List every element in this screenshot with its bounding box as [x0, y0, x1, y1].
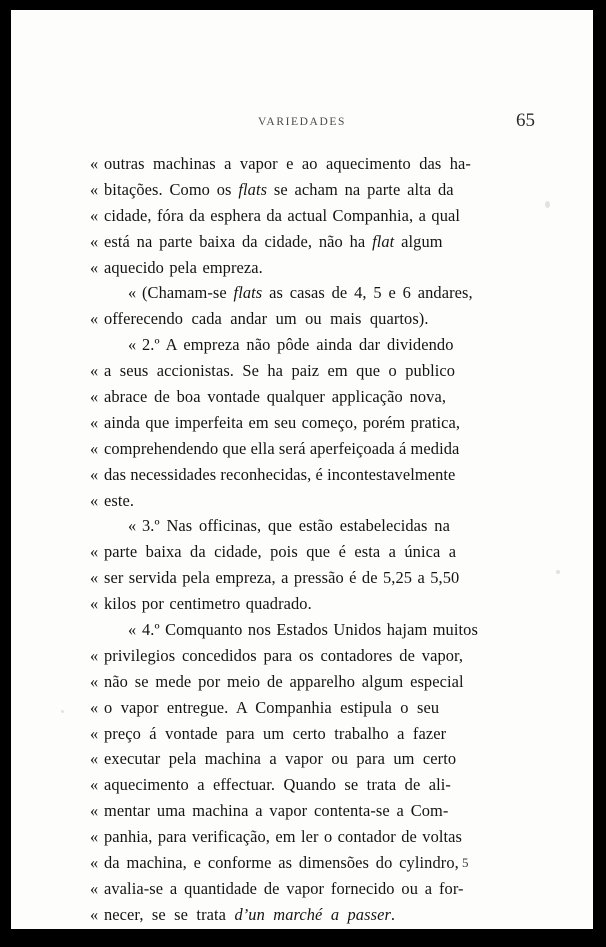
running-head: [11, 110, 593, 142]
text-line: [90, 724, 524, 750]
text-run: aquecimento a effectuar. Quando se trata de ali-: [104, 775, 451, 795]
guillemet-mark: «: [90, 412, 99, 432]
text-run: está na parte baixa da cidade, não ha: [104, 231, 373, 251]
text-run: cidade, fóra da esphera da actual Companhia, a qual: [104, 205, 461, 225]
text-run: as casas de 4, 5 e 6 andares,: [262, 283, 473, 303]
text-run: 2.º A empreza não pôde ainda dar dividendo: [142, 335, 454, 355]
text-run: este.: [104, 490, 135, 510]
text-line: [90, 905, 524, 929]
text-run: preço á vontade para um certo trabalho a fazer: [104, 723, 447, 743]
text-run: offerecendo cada andar um ou mais quartos).: [104, 309, 429, 329]
guillemet-mark: «: [128, 283, 137, 303]
guillemet-mark: «: [90, 645, 99, 665]
gathering-signature-mark: 5: [462, 855, 469, 870]
text-line: [90, 749, 524, 775]
guillemet-mark: «: [90, 594, 99, 614]
text-run: avalia-se a quantidade de vapor fornecido ou a for-: [104, 878, 464, 898]
guillemet-mark: «: [90, 697, 99, 717]
text-run: das necessidades reconhecidas, é incontestavelmente: [104, 464, 456, 484]
text-run: algum: [394, 231, 443, 251]
guillemet-mark: «: [90, 464, 99, 484]
guillemet-mark: «: [128, 620, 137, 640]
page-paper: [11, 10, 593, 929]
text-line: [90, 154, 524, 180]
text-run: outras machinas a vapor e ao aquecimento das ha-: [104, 154, 471, 173]
text-run: necer, se se trata: [104, 904, 235, 924]
guillemet-mark: «: [90, 801, 99, 821]
text-run: abrace de boa vontade qualquer applicação nova,: [104, 387, 447, 407]
text-run: .: [390, 904, 396, 924]
text-line: [90, 387, 524, 413]
guillemet-mark: «: [90, 438, 99, 458]
scan-speck: [61, 710, 64, 713]
guillemet-mark: «: [90, 361, 99, 381]
text-run: kilos por centimetro quadrado.: [104, 594, 312, 614]
guillemet-mark: «: [90, 309, 99, 329]
text-run: não se mede por meio de apparelho algum especial: [104, 671, 464, 691]
text-run: privilegios concedidos para os contadores de vapor,: [104, 645, 464, 665]
text-line: [90, 361, 524, 387]
text-line: [90, 283, 524, 309]
text-line: [90, 491, 524, 517]
text-line: [90, 775, 524, 801]
guillemet-mark: «: [90, 853, 99, 873]
guillemet-mark: «: [90, 827, 99, 847]
guillemet-mark: «: [90, 490, 99, 510]
text-line: [90, 465, 524, 491]
text-run: mentar uma machina a vapor contenta-se a Com-: [104, 801, 449, 821]
italic-phrase: flats: [238, 179, 268, 199]
text-run: panhia, para verificação, em ler o contador de voltas: [104, 827, 463, 847]
guillemet-mark: «: [90, 387, 99, 407]
text-line: [90, 879, 524, 905]
guillemet-mark: «: [90, 154, 99, 173]
text-run: bitações. Como os: [104, 179, 239, 199]
italic-phrase: flat: [372, 231, 395, 251]
text-run: o vapor entregue. A Companhia estipula o seu: [104, 697, 440, 717]
text-line: [90, 309, 524, 335]
text-run: parte baixa da cidade, pois que é esta a única a: [104, 542, 457, 562]
text-line: [90, 620, 524, 646]
text-line: [90, 568, 524, 594]
text-line: [90, 672, 524, 698]
text-run: da machina, e conforme as dimensões do cylindro,: [104, 853, 459, 873]
text-line: [90, 232, 524, 258]
text-line: [90, 827, 524, 853]
text-run: se acham na parte alta da: [267, 179, 454, 199]
scan-speck: [556, 570, 560, 574]
guillemet-mark: «: [128, 335, 137, 355]
guillemet-mark: «: [90, 205, 99, 225]
scan-speck: [545, 201, 550, 208]
text-line: [90, 698, 524, 724]
guillemet-mark: «: [90, 231, 99, 251]
guillemet-mark: «: [90, 257, 99, 277]
guillemet-mark: «: [90, 179, 99, 199]
text-run: (Chamam-se: [142, 283, 234, 303]
italic-phrase: flats: [233, 283, 263, 303]
body-text-block: [90, 154, 524, 929]
text-line: [90, 646, 524, 672]
guillemet-mark: «: [90, 749, 99, 769]
italic-phrase: d’un marché a passer: [234, 904, 391, 924]
text-run: 4.º Comquanto nos Estados Unidos hajam muitos: [142, 620, 478, 640]
running-head-title: VARIEDADES: [258, 116, 346, 128]
text-line: [90, 516, 524, 542]
guillemet-mark: «: [90, 904, 99, 924]
text-line: [90, 413, 524, 439]
text-line: [90, 801, 524, 827]
text-run: 3.º Nas officinas, que estão estabelecidas na: [142, 516, 450, 536]
text-line: [90, 206, 524, 232]
guillemet-mark: «: [90, 723, 99, 743]
guillemet-mark: «: [90, 878, 99, 898]
text-run: a seus accionistas. Se ha paiz em que o publico: [104, 361, 456, 381]
text-run: ainda que imperfeita em seu começo, porém pratica,: [104, 412, 461, 432]
guillemet-mark: «: [90, 542, 99, 562]
guillemet-mark: «: [90, 671, 99, 691]
text-line: [90, 542, 524, 568]
text-line: [90, 439, 524, 465]
guillemet-mark: «: [128, 516, 137, 536]
text-line: [90, 180, 524, 206]
text-run: ser servida pela empreza, a pressão é de 5,25 a 5,50: [104, 568, 460, 588]
text-run: comprehendendo que ella será aperfeiçoada á medida: [104, 438, 460, 458]
page-number: 65: [516, 110, 535, 131]
text-line: [90, 258, 524, 284]
text-run: executar pela machina a vapor ou para um certo: [104, 749, 457, 769]
text-line: [90, 335, 524, 361]
text-line: [90, 853, 524, 879]
guillemet-mark: «: [90, 775, 99, 795]
text-line: [90, 594, 524, 620]
text-run: aquecido pela empreza.: [104, 257, 263, 277]
guillemet-mark: «: [90, 568, 99, 588]
